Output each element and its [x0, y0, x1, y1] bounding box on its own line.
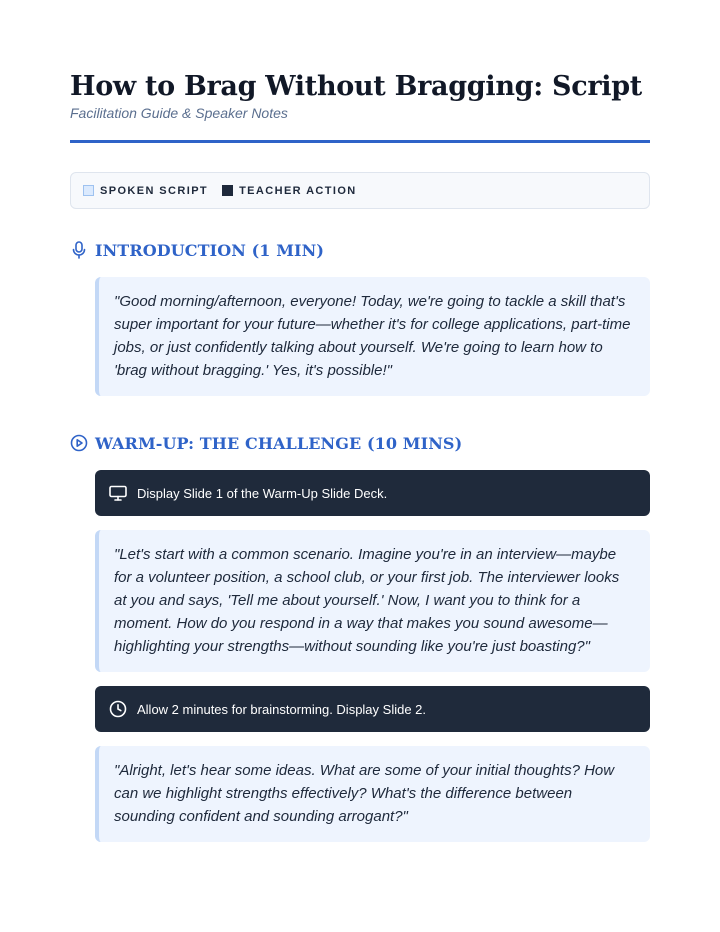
spoken-script-swatch — [83, 185, 94, 196]
teacher-action-box — [95, 686, 650, 732]
teacher-action-swatch — [222, 185, 233, 196]
page-title: How to Brag Without Bragging: Script — [70, 71, 642, 102]
spoken-script-box: "Let's start with a common scenario. Imagine you're in an interview—maybe for a volunteer position, a school club, or your first job. The interviewer looks at you and says, 'Tell me about yourself.' Now, I want you to think for a moment. How do you respond in a way that makes you sound awesome—highlighting your strengths—without sounding like you're just boasting?" — [95, 530, 650, 672]
legend-item-spoken-script — [83, 185, 208, 197]
legend-label-spoken-script: SPOKEN SCRIPT — [100, 184, 209, 197]
section-warm-up-content — [95, 470, 650, 842]
section-title: WARM-UP: THE CHALLENGE (10 MINS) — [95, 433, 463, 453]
page — [70, 70, 650, 842]
teacher-action-text: Display Slide 1 of the Warm-Up Slide Deck. — [137, 485, 388, 501]
teacher-action-text: Allow 2 minutes for brainstorming. Display Slide 2. — [137, 701, 427, 717]
section-title: INTRODUCTION (1 MIN) — [95, 240, 324, 260]
monitor-icon — [109, 484, 127, 502]
section-introduction-header — [70, 239, 650, 261]
legend-label-teacher-action: TEACHER ACTION — [239, 184, 357, 197]
microphone-icon — [70, 241, 88, 259]
page-subtitle: Facilitation Guide & Speaker Notes — [70, 105, 288, 121]
clock-icon — [109, 700, 127, 718]
section-introduction-content — [95, 277, 650, 396]
play-circle-icon — [70, 434, 88, 452]
section-warm-up-header — [70, 432, 650, 454]
legend-item-teacher-action — [222, 185, 357, 197]
teacher-action-box — [95, 470, 650, 516]
title-divider — [70, 140, 650, 143]
spoken-script-box: "Good morning/afternoon, everyone! Today, we're going to tackle a skill that's super important for your future—whether it's for college applications, part-time jobs, or just confidently talking about yourself. We're going to learn how to 'brag without bragging.' Yes, it's possible!" — [95, 277, 650, 396]
spoken-script-box: "Alright, let's hear some ideas. What are some of your initial thoughts? How can we highlight strengths effectively? What's the difference between sounding confident and sounding arrogant?" — [95, 746, 650, 842]
legend — [70, 172, 650, 209]
